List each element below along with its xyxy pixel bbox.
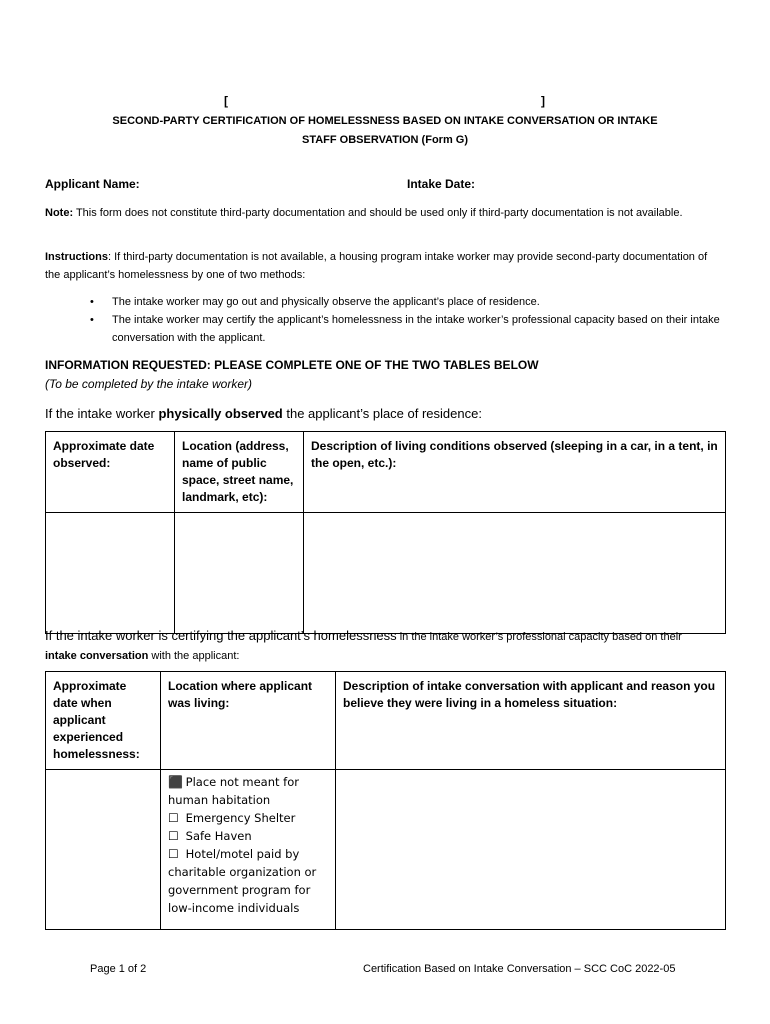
- table-header-row: [46, 432, 726, 513]
- header-date-observed: Approximate date observed:: [46, 432, 175, 513]
- title-line-2: STAFF OBSERVATION (Form G): [301, 134, 468, 146]
- option-safe-haven[interactable]: ☐ Safe Haven: [168, 829, 252, 843]
- table2-intro: If the intake worker is certifying the applicant’s homelessness in the intake worker’s professional capacity based on their intake conversation with the applicant:: [45, 628, 682, 662]
- applicant-name-label: Applicant Name:: [45, 177, 140, 191]
- cell-conversation-description[interactable]: [336, 770, 726, 930]
- table1-intro: If the intake worker physically observed the applicant’s place of residence:: [45, 406, 482, 421]
- table-row: [46, 770, 726, 930]
- intake-conversation-table: [45, 671, 726, 930]
- title-line-1: SECOND-PARTY CERTIFICATION OF HOMELESSNESS BASED ON INTAKE CONVERSATION OR INTAKE: [112, 115, 658, 127]
- bullet-icon: •: [90, 296, 94, 308]
- cell-location[interactable]: [175, 513, 304, 634]
- section-heading: INFORMATION REQUESTED: PLEASE COMPLETE ONE OF THE TWO TABLES BELOW: [45, 358, 539, 372]
- list-item: • The intake worker may certify the applicant’s homelessness in the intake worker’s professional capacity based on their intake conversation with the applicant.: [45, 311, 725, 347]
- note-text: This form does not constitute third-party documentation and should be used only if third-party documentation is not available.: [73, 207, 683, 219]
- section-subheading: (To be completed by the intake worker): [45, 377, 252, 391]
- bracket-close: ]: [541, 94, 545, 108]
- bracket-open: [: [224, 94, 228, 108]
- intake-date-label: Intake Date:: [407, 177, 476, 191]
- page-number: Page 1 of 2: [90, 963, 147, 975]
- checkbox-icon[interactable]: ☐: [168, 847, 179, 861]
- observation-table: [45, 431, 726, 634]
- header-living-conditions: Description of living conditions observed (sleeping in a car, in a tent, in the open, etc.):: [304, 432, 726, 513]
- option-emergency-shelter[interactable]: ☐ Emergency Shelter: [168, 811, 296, 825]
- option-place-not-meant[interactable]: ⬛ Place not meant for human habitation: [168, 775, 299, 807]
- note-label: Note:: [45, 207, 74, 219]
- note-paragraph: [45, 204, 725, 222]
- bullet-icon: •: [90, 314, 94, 326]
- page-title: [45, 112, 725, 150]
- checkbox-icon[interactable]: ☐: [168, 829, 179, 843]
- list-item: • The intake worker may go out and physically observe the applicant’s place of residence.: [45, 293, 725, 311]
- checkbox-icon[interactable]: ☐: [168, 811, 179, 825]
- cell-date-observed[interactable]: [46, 513, 175, 634]
- cell-date-homeless[interactable]: [46, 770, 161, 930]
- header-location-living: Location where applicant was living:: [161, 672, 336, 770]
- footer-doc-id: Certification Based on Intake Conversation – SCC CoC 2022-05: [363, 963, 676, 975]
- instructions-label: Instructions: [45, 251, 108, 263]
- header-location: Location (address, name of public space, street name, landmark, etc):: [175, 432, 304, 513]
- table-row: [46, 513, 726, 634]
- header-conversation-description: Description of intake conversation with applicant and reason you believe they were living in a homeless situation:: [336, 672, 726, 770]
- checkbox-checked-icon[interactable]: ⬛: [168, 775, 183, 789]
- cell-location-options: [161, 770, 336, 930]
- option-hotel-motel[interactable]: ☐ Hotel/motel paid by charitable organization or government program for low-income individuals: [168, 847, 317, 915]
- header-date-homeless: Approximate date when applicant experienced homelessness:: [46, 672, 161, 770]
- cell-living-conditions[interactable]: [304, 513, 726, 634]
- table-header-row: [46, 672, 726, 770]
- method-list: [45, 293, 725, 347]
- instructions-paragraph: [45, 248, 725, 284]
- instructions-text: : If third-party documentation is not available, a housing program intake worker may provide second-party documentation of the applicant’s homelessness by one of two methods:: [45, 251, 708, 281]
